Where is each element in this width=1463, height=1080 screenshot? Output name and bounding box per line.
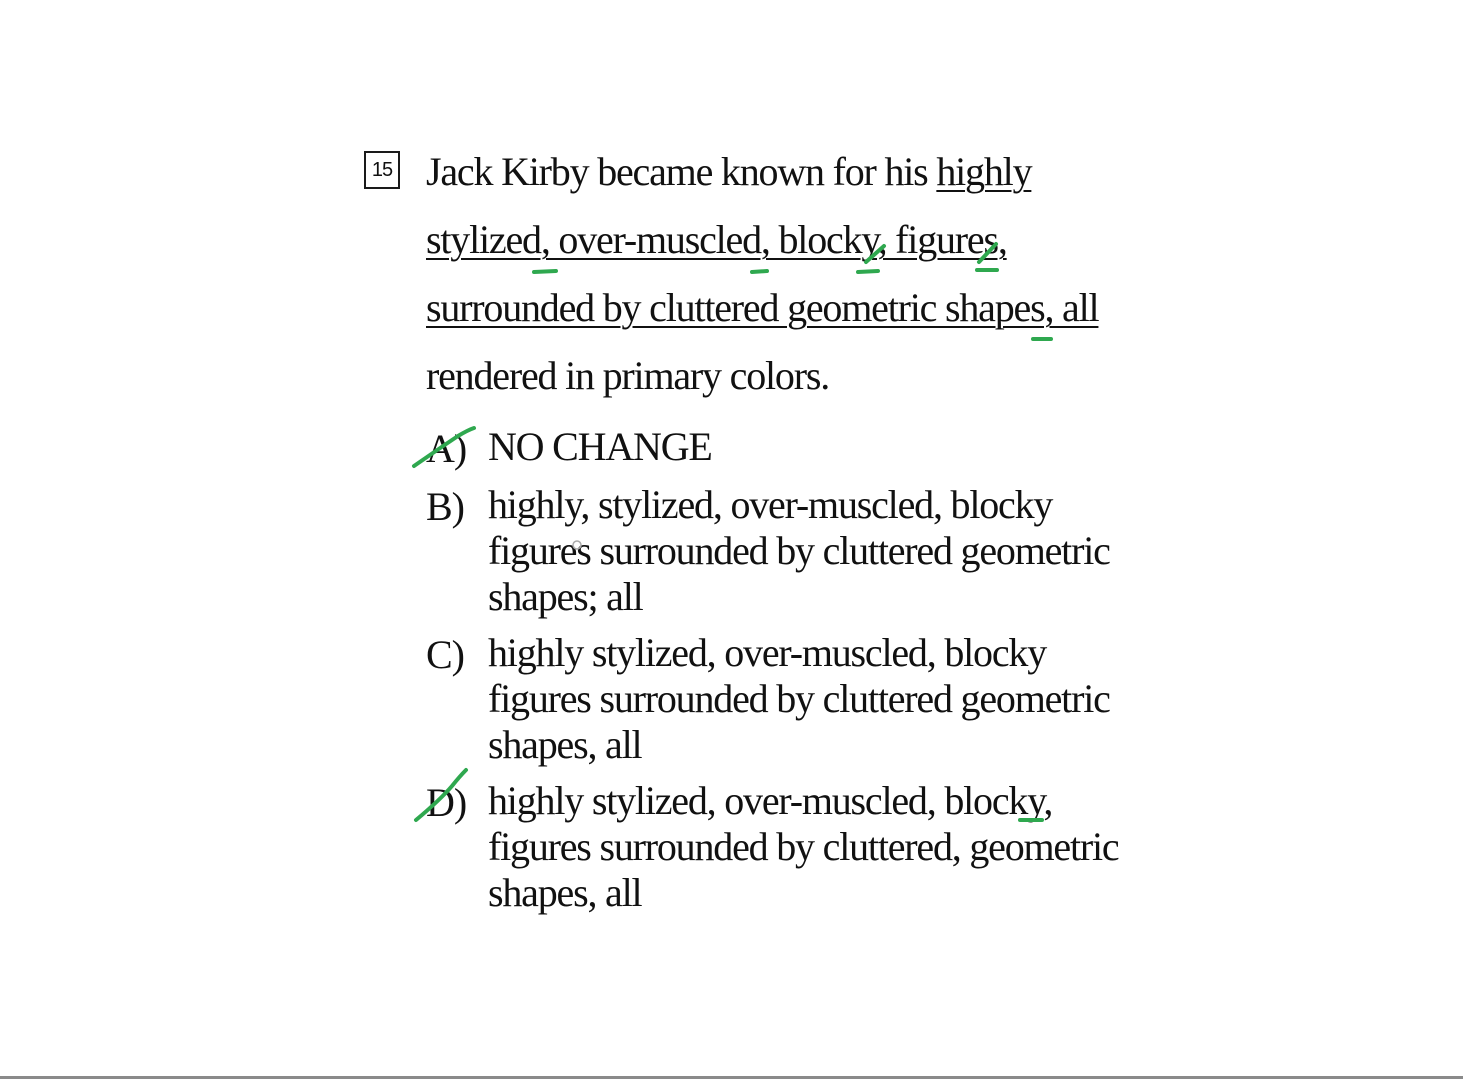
choice-c-letter[interactable]: C) [426,632,464,677]
stem-line-4 [426,353,829,398]
choice-a-text[interactable] [488,424,712,470]
stem-line-1 [426,149,1032,194]
choice-b-text[interactable] [488,482,1110,620]
choice-b-line-1: highly, stylized, over-muscled, blocky [488,482,1053,527]
question-number-box: 15 [364,151,400,189]
choice-c-line-2: figures surrounded by cluttered geometric [488,676,1110,721]
choice-c-text[interactable] [488,630,1110,768]
stem-line-1-plain: Jack Kirby became known for his [426,149,937,194]
choice-b-letter[interactable]: B) [426,484,464,529]
choice-d-text[interactable] [488,778,1118,916]
choice-c-line-3: shapes, all [488,722,642,767]
stem-line-3-underlined: surrounded by cluttered geometric shapes, all [426,285,1099,330]
stem-line-4-plain: rendered in primary colors. [426,353,829,398]
choice-d-line-1: highly stylized, over-muscled, blocky, [488,778,1053,823]
choice-a-letter[interactable]: A) [426,426,467,471]
choice-c-line-1: highly stylized, over-muscled, blocky [488,630,1047,675]
dash-mark [858,271,878,272]
choice-d-letter[interactable]: D) [426,780,467,825]
choice-a-line-1: NO CHANGE [488,424,712,469]
bottom-divider [0,1076,1463,1079]
stem-line-2-underlined: stylized, over-muscled, blocky, figures, [426,217,1007,262]
choice-d-line-3: shapes, all [488,870,642,915]
dash-mark [752,271,767,272]
stem-line-2 [426,217,1007,262]
stem-line-3 [426,285,1099,330]
choice-d-line-2: figures surrounded by cluttered, geometric [488,824,1119,869]
dash-mark [534,271,556,272]
choice-b-line-2: figures surrounded by cluttered geometric [488,528,1110,573]
stem-line-1-underlined: highly [936,149,1032,194]
choice-b-line-3: shapes; all [488,574,643,619]
